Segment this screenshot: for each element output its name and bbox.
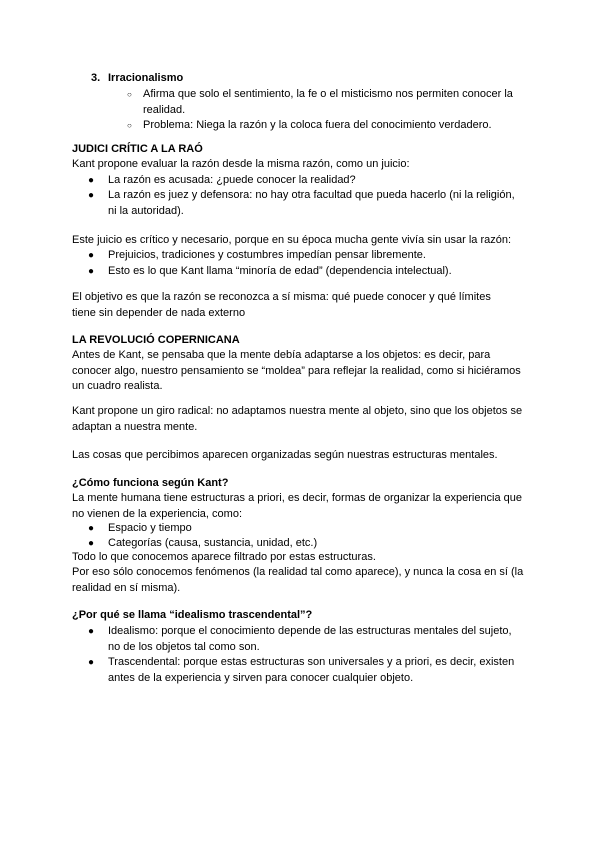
bullet-text: Trascendental: porque estas estructuras son universales y a priori, es decir, existen antes de la experiencia y sirven para conocer cualquier objeto. [108, 656, 515, 684]
sub-bullet-text: Problema: Niega la razón y la coloca fuera del conocimiento verdadero. [143, 119, 492, 131]
bullet-text: Prejuicios, tradiciones y costumbres impedían pensar libremente. [108, 249, 426, 261]
paragraph: Kant propone evaluar la razón desde la misma razón, como un juicio: [72, 158, 410, 170]
bullet-icon: ● [88, 250, 95, 261]
numbered-item-irracionalismo [91, 71, 183, 87]
subsection-heading: ¿Por qué se llama “idealismo trascendental”? [72, 609, 313, 621]
bullet-text: La razón es juez y defensora: no hay otra facultad que pueda hacerlo (ni la religión, ni la autoridad). [108, 189, 515, 217]
paragraph: Por eso sólo conocemos fenómenos (la realidad tal como aparece), y nunca la cosa en sí (la realidad en sí misma). [72, 566, 524, 594]
circle-bullet-icon: ○ [127, 90, 132, 99]
bullet-icon: ● [88, 538, 95, 549]
bullet-text: Idealismo: porque el conocimiento depende de las estructuras mentales del sujeto, no de los objetos tal como son. [108, 625, 512, 653]
bullet-icon: ● [88, 266, 95, 277]
paragraph: Antes de Kant, se pensaba que la mente debía adaptarse a los objetos: es decir, para conocer algo, nuestro pensamiento se “moldea” para reflejar la realidad, como si hiciéramos un cuadro realista. [72, 349, 521, 392]
bullet-icon: ● [88, 523, 95, 534]
bullet-icon: ● [88, 190, 95, 201]
sub-bullet-text: Afirma que solo el sentimiento, la fe o el misticismo nos permiten conocer la realidad. [143, 88, 513, 116]
bullet-icon: ● [88, 657, 95, 668]
circle-bullet-icon: ○ [127, 121, 132, 130]
paragraph: Las cosas que percibimos aparecen organizadas según nuestras estructuras mentales. [72, 449, 498, 461]
paragraph: El objetivo es que la razón se reconozca a sí misma: qué puede conocer y qué límites tiene sin depender de nada externo [72, 291, 491, 319]
item-number: 3. [91, 72, 101, 84]
paragraph: La mente humana tiene estructuras a priori, es decir, formas de organizar la experiencia que no vienen de la experiencia, como: [72, 492, 523, 520]
bullet-text: Esto es lo que Kant llama “minoría de edad” (dependencia intelectual). [108, 265, 452, 277]
item-title: Irracionalismo [108, 72, 184, 84]
paragraph: Este juicio es crítico y necesario, porque en su época mucha gente vivía sin usar la razón: [72, 234, 512, 246]
bullet-text: La razón es acusada: ¿puede conocer la realidad? [108, 174, 356, 186]
bullet-icon: ● [88, 175, 95, 186]
paragraph: Kant propone un giro radical: no adaptamos nuestra mente al objeto, sino que los objetos se adaptan a nuestra mente. [72, 405, 523, 433]
bullet-icon: ● [88, 626, 95, 637]
bullet-text: Categorías (causa, sustancia, unidad, etc.) [108, 537, 318, 549]
paragraph: Todo lo que conocemos aparece filtrado por estas estructuras. [72, 551, 376, 563]
bullet-text: Espacio y tiempo [108, 522, 192, 534]
subsection-heading: ¿Cómo funciona según Kant? [72, 477, 229, 489]
section-heading: JUDICI CRÍTIC A LA RAÓ [72, 143, 203, 155]
section-heading: LA REVOLUCIÓ COPERNICANA [72, 334, 240, 346]
